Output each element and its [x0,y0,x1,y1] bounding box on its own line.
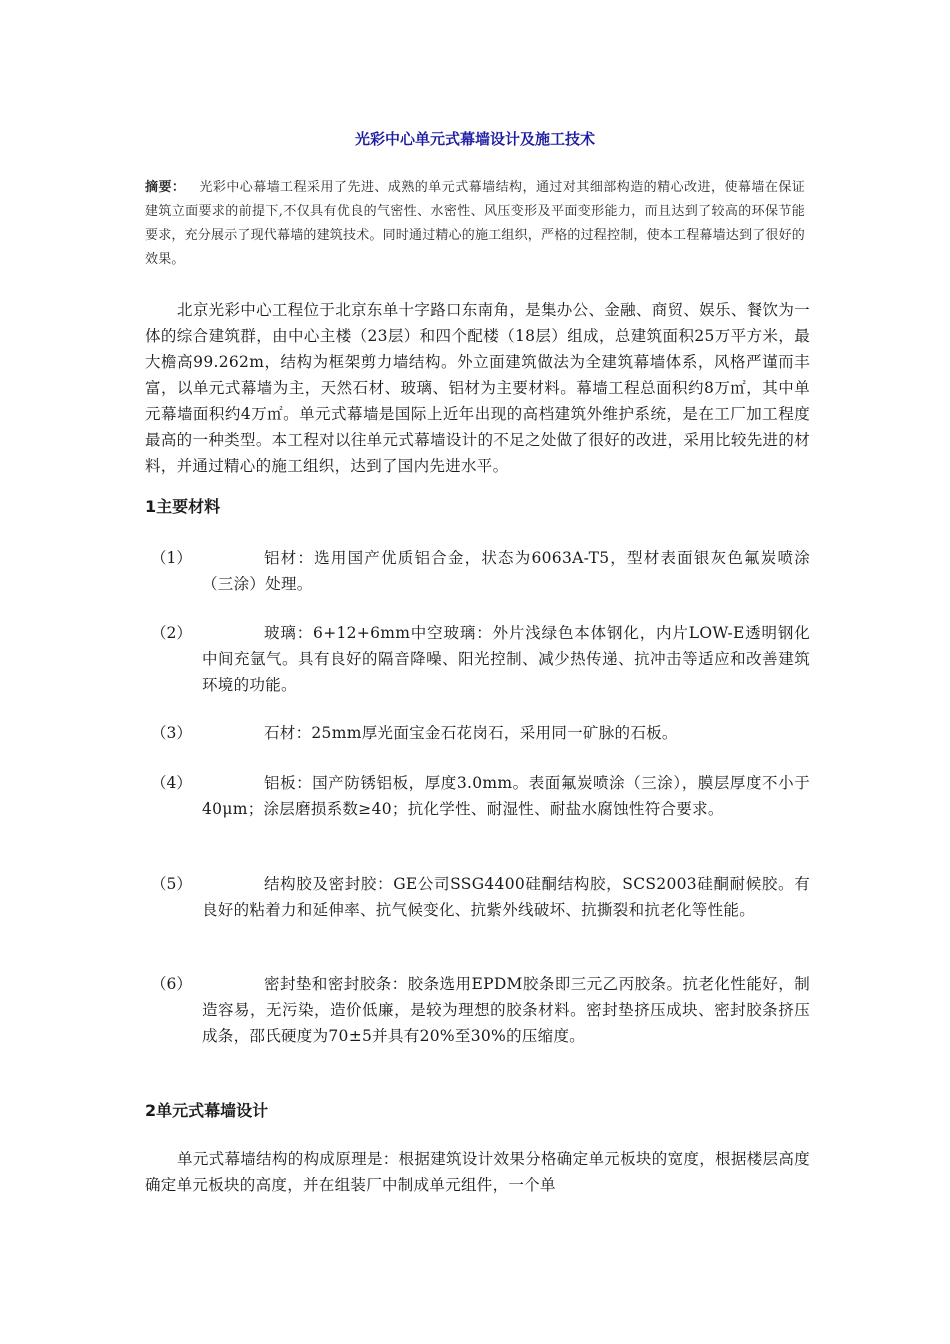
intro-paragraph: 北京光彩中心工程位于北京东单十字路口东南角，是集办公、金融、商贸、娱乐、餐饮为一体的综合建筑群，由中心主楼（23层）和四个配楼（18层）组成，总建筑面积25万平方米，最大檐高99.262m，结构为框架剪力墙结构。外立面建筑做法为全建筑幕墙体系，风格严谨而丰富，以单元式幕墙为主，天然石材、玻璃、铝材为主要材料。幕墙工程总面积约8万㎡，其中单元幕墙面积约4万㎡。单元式幕墙是国际上近年出现的高档建筑外维护系统，是在工厂加工程度最高的一种类型。本工程对以往单元式幕墙设计的不足之处做了很好的改进，采用比较先进的材料，并通过精心的施工组织，达到了国内先进水平。 [145,301,810,475]
section-heading-materials: 1主要材料 [145,497,221,516]
material-item-text: 石材：25mm厚光面宝金石花岗石，采用同一矿脉的石板。 [264,724,678,742]
material-item-number: （2） [151,624,192,642]
material-item-text: 玻璃：6+12+6mm中空玻璃：外片浅绿色本体钢化，内片LOW-E透明钢化中间充氩气。具有良好的隔音降噪、阳光控制、减少热传递、抗冲击等适应和改善建筑环境的功能。 [202,624,810,694]
abstract-text: 光彩中心幕墙工程采用了先进、成熟的单元式幕墙结构，通过对其细部构造的精心改进，使幕墙在保证建筑立面要求的前提下,不仅具有优良的气密性、水密性、风压变形及平面变形能力，而且达到了较高的环保节能要求，充分展示了现代幕墙的建筑技术。同时通过精心的施工组织，严格的过程控制，使本工程幕墙达到了很好的效果。 [145,180,806,267]
material-item [145,971,810,1049]
material-item-number: （1） [151,549,192,567]
material-item-text: 结构胶及密封胶：GE公司SSG4400硅酮结构胶，SCS2003硅酮耐候胶。有良好的粘着力和延伸率、抗气候变化、抗紫外线破坏、抗撕裂和抗老化等性能。 [202,875,810,919]
abstract-label: 摘要： [145,180,186,195]
material-item-number: （6） [151,975,192,993]
material-item [145,620,810,698]
material-item-text: 铝材：选用国产优质铝合金，状态为6063A-T5，型材表面银灰色氟炭喷涂（三涂）处理。 [202,549,810,593]
section-heading-unit-design: 2单元式幕墙设计 [145,1101,269,1120]
material-item-number: （5） [151,875,192,893]
material-item-text: 密封垫和密封胶条：胶条选用EPDM胶条即三元乙丙胶条。抗老化性能好，制造容易，无污染，造价低廉，是较为理想的胶条材料。密封垫挤压成块、密封胶条挤压成条，邵氏硬度为70±5并具有20%至30%的压缩度。 [202,975,810,1045]
material-item [145,720,810,746]
material-item-number: （4） [151,774,192,792]
material-item [145,770,810,822]
material-item-text: 铝板：国产防锈铝板，厚度3.0mm。表面氟炭喷涂（三涂），膜层厚度不小于40μm；涂层磨损系数≥40；抗化学性、耐湿性、耐盐水腐蚀性符合要求。 [202,774,810,818]
material-item [145,871,810,923]
unit-design-paragraph: 单元式幕墙结构的构成原理是：根据建筑设计效果分格确定单元板块的宽度，根据楼层高度确定单元板块的高度，并在组装厂中制成单元组件，一个单 [145,1150,810,1194]
abstract-block [145,176,805,272]
material-item [145,545,810,597]
document-title: 光彩中心单元式幕墙设计及施工技术 [354,130,595,148]
material-item-number: （3） [151,724,192,742]
